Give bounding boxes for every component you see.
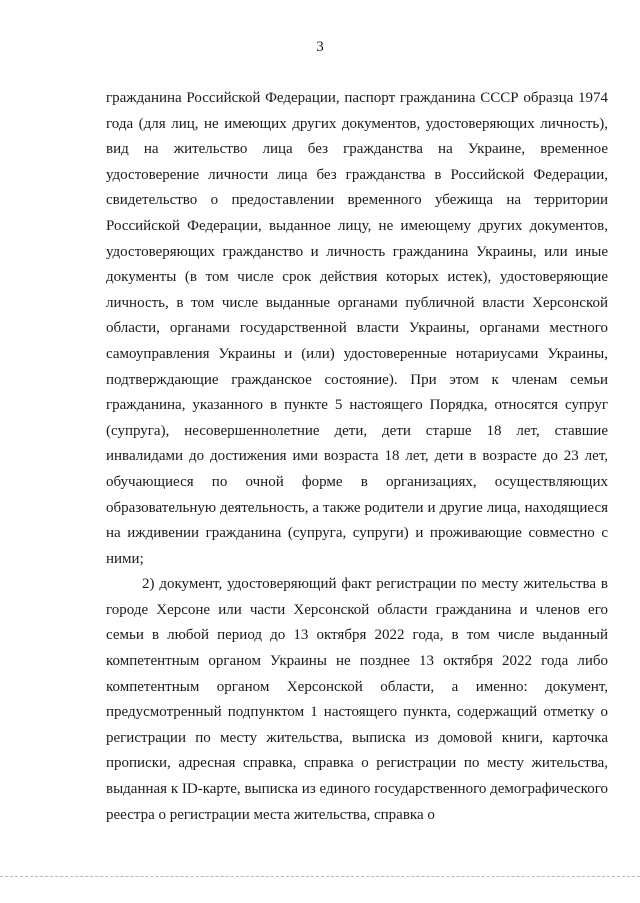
page-number: 3 (316, 39, 324, 55)
document-body (106, 86, 608, 828)
page-bottom-edge (0, 876, 640, 877)
paragraph-item-2: 2) документ, удостоверяющий факт регистрации по месту жительства в городе Херсоне или части Херсонской области гражданина и членов его семьи в любой период до 13 октября 2022 года, в том числе выданный компетентным органом Украины не позднее 13 октября 2022 года либо компетентным органом Херсонской области, а именно: документ, предусмотренный подпунктом 1 настоящего пункта, содержащий отметку о регистрации по месту жительства, выписка из домовой книги, карточка прописки, адресная справка, справка о регистрации по месту жительства, выданная к ID-карте, выписка из единого государственного демографического реестра о регистрации места жительства, справка о (106, 576, 608, 823)
paragraph-continuation: гражданина Российской Федерации, паспорт гражданина СССР образца 1974 года (для лиц, не имеющих других документов, удостоверяющих личность), вид на жительство лица без гражданства на Украине, временное удостоверение личности лица без гражданства в Российской Федерации, свидетельство о предоставлении временного убежища на территории Российской Федерации, выданное лицу, не имеющему других документов, удостоверяющих гражданство и личность гражданина Украины, или иные документы (в том числе срок действия которых истек), удостоверяющие личность, в том числе выданные органами публичной власти Херсонской области, органами государственной власти Украины, органами местного самоуправления Украины и (или) удостоверенные нотариусами Украины, подтверждающие гражданское состояние). При этом к членам семьи гражданина, указанного в пункте 5 настоящего Порядка, относятся супруг (супруга), несовершеннолетние дети, дети старше 18 лет, ставшие инвалидами до достижения ими возраста 18 лет, дети в возрасте до 23 лет, обучающиеся по очной форме в организациях, осуществляющих образовательную деятельность, а также родители и другие лица, находящиеся на иждивении гражданина (супруга, супруги) и проживающие совместно с ними; (106, 90, 608, 567)
